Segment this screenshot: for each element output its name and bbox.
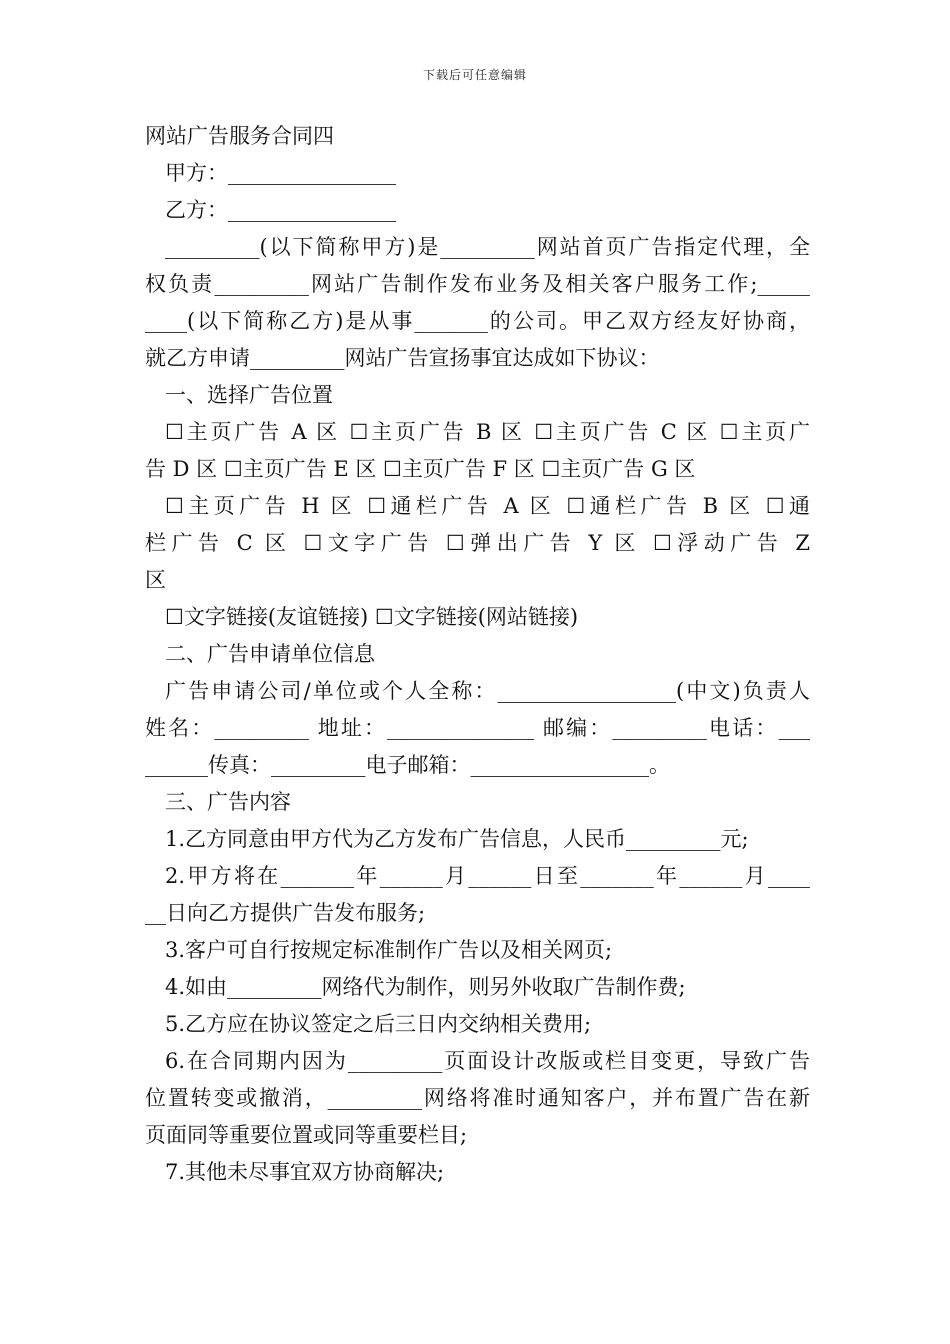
clause-line: 位置转变或撤消，_________网络将准时通知客户，并布置广告在新 (145, 1086, 810, 1110)
section-heading: 一、选择广告位置 (165, 383, 333, 407)
paragraph-line: 就乙方申请_________网站广告宣扬事宜达成如下协议： (145, 346, 660, 370)
clause-line: 2.甲方将在_______年______月______日至_______年______月____ (165, 864, 810, 888)
paragraph-line: ____(以下简称乙方)是从事_______的公司。甲乙双方经友好协商， (145, 309, 810, 333)
page-header: 下载后可任意编辑 (422, 68, 527, 82)
section-heading: 三、广告内容 (165, 790, 291, 814)
checkbox-option-line: 告 D 区 ☐主页广告 E 区 ☐主页广告 F 区 ☐主页广告 G 区 (145, 457, 696, 481)
clause-line: 7.其他未尽事宜双方协商解决; (165, 1160, 445, 1184)
paragraph-line: 姓名：_________ 地址：______________ 邮编：_________电话：___ (145, 716, 810, 740)
checkbox-option-line: ☐文字链接(友谊链接) ☐文字链接(网站链接) (165, 605, 579, 629)
clause-line: 页面同等重要位置或同等重要栏目; (145, 1123, 468, 1147)
checkbox-option-line: 区 (145, 568, 166, 592)
clause-line: 6.在合同期内因为_________页面设计改版或栏目变更，导致广告 (165, 1049, 810, 1073)
paragraph-line: 甲方：________________ (165, 161, 396, 185)
checkbox-option-line: ☐主页广告 H 区 ☐通栏广告 A 区 ☐通栏广告 B 区 ☐通 (165, 494, 810, 518)
contract-body (145, 118, 810, 1191)
clause-line: 1.乙方同意由甲方代为乙方发布广告信息，人民币_________元; (165, 827, 749, 851)
checkbox-option-line: 栏广告 C 区 ☐文字广告 ☐弹出广告 Y 区 ☐浮动广告 Z (145, 531, 810, 555)
paragraph-line: 权负责_________网站广告制作发布业务及相关客户服务工作;_____ (145, 272, 810, 296)
clause-line: __日向乙方提供广告发布服务; (145, 901, 426, 925)
contract-title: 网站广告服务合同四 (145, 124, 334, 148)
clause-line: 5.乙方应在协议签定之后三日内交纳相关费用; (165, 1012, 592, 1036)
paragraph-line: 乙方：________________ (165, 198, 396, 222)
checkbox-option-line: ☐主页广告 A 区 ☐主页广告 B 区 ☐主页广告 C 区 ☐主页广 (165, 420, 810, 444)
clause-line: 4.如由_________网络代为制作，则另外收取广告制作费; (165, 975, 686, 999)
paragraph-line: ______传真：_________电子邮箱：_________________。 (145, 753, 670, 777)
section-heading: 二、广告申请单位信息 (165, 642, 375, 666)
paragraph-line: 广告申请公司/单位或个人全称：_________________(中文)负责人 (165, 679, 810, 703)
paragraph-line: _________(以下简称甲方)是_________网站首页广告指定代理，全 (165, 235, 810, 259)
clause-line: 3.客户可自行按规定标准制作广告以及相关网页; (165, 938, 613, 962)
